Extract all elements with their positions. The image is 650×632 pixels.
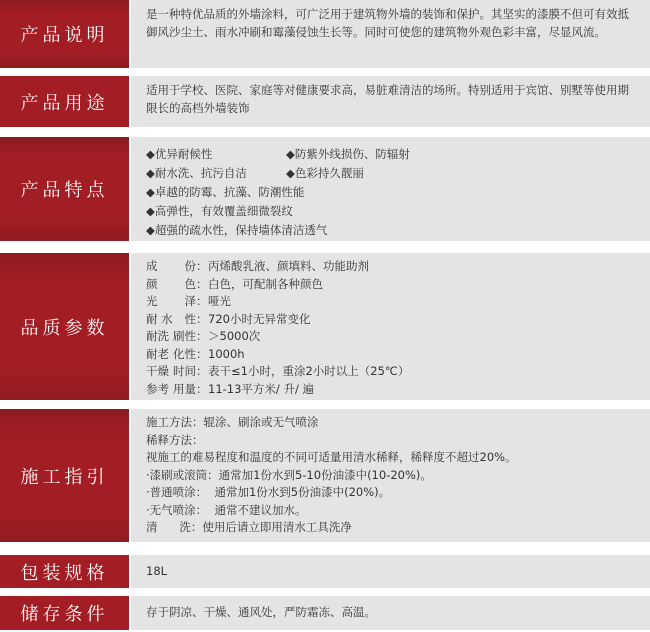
section-content bbox=[131, 555, 650, 588]
section-content bbox=[131, 596, 650, 630]
param-key: 颜 色 bbox=[146, 276, 196, 291]
section-label bbox=[0, 0, 129, 68]
param-row: 耐洗 刷性 ： ＞5000次 bbox=[146, 328, 636, 346]
param-key: 参考 用量 bbox=[146, 381, 196, 396]
feature-item: ◆优异耐候性 bbox=[146, 147, 213, 161]
feature-row bbox=[146, 183, 636, 202]
feature-item: ◆高弹性，有效覆盖细微裂纹 bbox=[146, 204, 293, 218]
guide-line: 视施工的难易程度和温度的不同可适量用清水稀释，稀释度不超过20%。 bbox=[146, 450, 517, 464]
guide-line: ·漆刷或滚筒：通常加1份水到5-10份油漆中(10-20%)。 bbox=[146, 467, 432, 482]
section-content bbox=[131, 137, 650, 241]
feature-row bbox=[146, 202, 636, 221]
guide-line: 清 洗：使用后请立即用清水工具洗净 bbox=[146, 520, 352, 534]
feature-item: ◆卓越的防霉、抗藻、防潮性能 bbox=[146, 185, 305, 199]
param-key: 耐老 化性 bbox=[146, 346, 196, 361]
param-row: 光 泽 ： 哑光 bbox=[146, 293, 636, 311]
param-key: 耐 水 性 bbox=[146, 311, 196, 326]
section-label bbox=[0, 409, 129, 542]
param-value: 表干≤1小时，重涂2小时以上（25℃） bbox=[208, 364, 410, 378]
feature-item: ◆防紫外线损伤、防辐射 bbox=[286, 147, 410, 161]
feature-row bbox=[146, 164, 636, 183]
section-content bbox=[131, 76, 650, 127]
param-row: 参考 用量 ： 11-13平方米/ 升/ 遍 bbox=[146, 381, 636, 399]
description-text: 是一种特优品质的外墙涂料，可广泛用于建筑物外墙的装饰和保护。其坚实的漆膜不但可有效抵御风沙尘土、雨水冲刷和霉藻侵蚀生长等。同时可使您的建筑物外观色彩丰富，尽显风流。 bbox=[146, 7, 629, 39]
param-value: 白色，可配制各种颜色 bbox=[208, 276, 323, 291]
param-value: 11-13平方米/ 升/ 遍 bbox=[208, 381, 314, 396]
param-row: 干燥 时间 ： 表干≤1小时，重涂2小时以上（25℃） bbox=[146, 363, 636, 381]
section-guide bbox=[0, 409, 650, 542]
section-label bbox=[0, 137, 129, 241]
param-key: 成 份 bbox=[146, 259, 196, 273]
guide-line: ·无气喷涂： 通常不建议加水。 bbox=[146, 502, 307, 517]
section-label bbox=[0, 253, 129, 400]
section-packaging bbox=[0, 555, 650, 588]
section-usage bbox=[0, 76, 650, 127]
guide-line: ·普通喷涂： 通常加1份水到5份油漆中(20%)。 bbox=[146, 485, 391, 499]
section-label bbox=[0, 76, 129, 127]
section-content bbox=[131, 409, 650, 542]
param-value: ＞5000次 bbox=[208, 329, 261, 343]
section-label bbox=[0, 555, 129, 588]
packaging-text: 18L bbox=[146, 563, 168, 578]
usage-text: 适用于学校、医院、家庭等对健康要求高，易脏难清洁的场所。特别适用于宾馆、别墅等使用期限长的高档外墙装饰 bbox=[146, 83, 629, 115]
guide-line: 稀释方法： bbox=[146, 432, 204, 447]
feature-row bbox=[146, 221, 636, 240]
section-params bbox=[0, 253, 650, 400]
section-description bbox=[0, 0, 650, 68]
param-key: 干燥 时间 bbox=[146, 364, 196, 378]
section-label-text: 产品说明 bbox=[20, 25, 109, 46]
section-label-text: 产品用途 bbox=[20, 92, 109, 114]
section-label-text: 储存条件 bbox=[20, 604, 109, 625]
param-key: 光 泽 bbox=[146, 294, 196, 308]
feature-item: ◆耐水洗、抗污自洁 bbox=[146, 166, 247, 180]
param-row: 耐 水 性 ： 720小时无异常变化 bbox=[146, 311, 636, 329]
param-value: 丙烯酸乳液、颜填料、功能助剂 bbox=[208, 259, 369, 273]
storage-text: 存于阴凉、干燥、通风处，严防霜冻、高温。 bbox=[146, 605, 376, 620]
feature-item: ◆超强的疏水性，保持墙体清洁透气 bbox=[146, 223, 328, 237]
section-storage bbox=[0, 596, 650, 630]
param-row: 颜 色 ： 白色，可配制各种颜色 bbox=[146, 276, 636, 294]
section-content bbox=[131, 0, 650, 68]
param-value: 1000h bbox=[208, 346, 245, 361]
param-value: 720小时无异常变化 bbox=[208, 311, 311, 326]
section-label-text: 包装规格 bbox=[20, 562, 109, 584]
feature-item: ◆色彩持久靓丽 bbox=[286, 166, 364, 180]
param-key: 耐洗 刷性 bbox=[146, 329, 196, 343]
section-label-text: 品质参数 bbox=[20, 317, 109, 339]
section-features bbox=[0, 137, 650, 241]
param-row: 成 份 ： 丙烯酸乳液、颜填料、功能助剂 bbox=[146, 258, 636, 276]
guide-line: 施工方法：辊涂、刷涂或无气喷涂 bbox=[146, 415, 319, 429]
param-value: 哑光 bbox=[208, 294, 231, 308]
section-label-text: 施工指引 bbox=[20, 466, 109, 488]
section-label bbox=[0, 596, 129, 630]
section-label-text: 产品特点 bbox=[20, 180, 109, 201]
section-content bbox=[131, 253, 650, 400]
param-row: 耐老 化性 ： 1000h bbox=[146, 346, 636, 364]
feature-row bbox=[146, 145, 636, 164]
